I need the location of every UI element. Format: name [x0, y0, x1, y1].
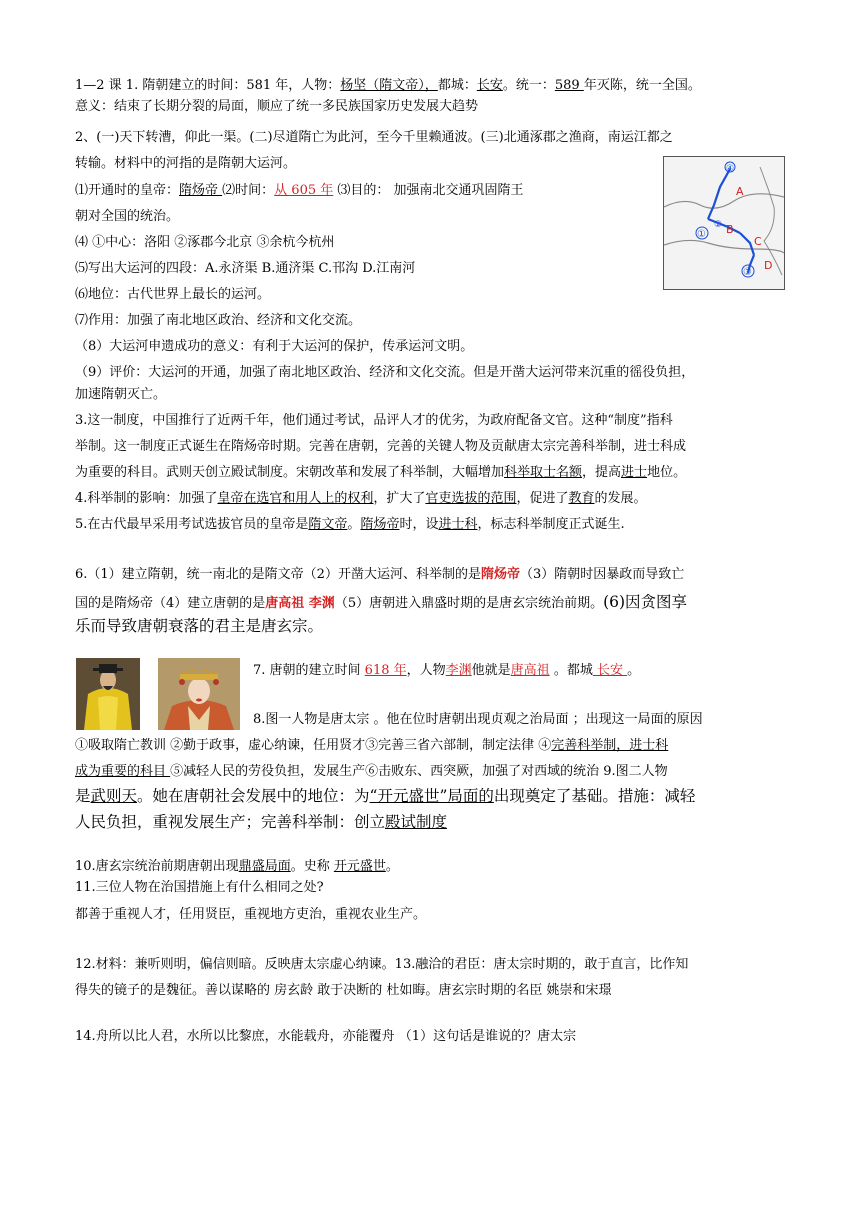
underlined-answer: 杨坚（隋文帝），	[340, 78, 438, 93]
text-line	[75, 810, 447, 834]
underlined-answer: 隋炀帝	[360, 517, 400, 532]
map-label-b: B	[726, 223, 734, 236]
red-answer: 618 年	[364, 663, 407, 678]
text-line	[75, 735, 668, 756]
text-run: ，促进了	[516, 491, 569, 506]
text-run: ⑵时间：	[222, 183, 275, 198]
text-run: 都城：	[437, 78, 477, 93]
red-answer: 李渊	[445, 663, 472, 678]
text-line	[75, 180, 524, 201]
text-line: （8）大运河申遗成功的意义：有利于大运河的保护，传承运河文明。	[75, 339, 474, 354]
text-line: 乐而导致唐朝衰落的君主是唐玄宗。	[75, 617, 324, 635]
text-line	[75, 856, 399, 877]
text-line	[75, 514, 625, 535]
text-run: (6)因贪图享	[603, 593, 688, 611]
map-label-3: ③	[743, 267, 752, 278]
text-run: 。史称	[290, 859, 334, 874]
text-run: ⑶目的： 加强南北交通巩固隋王	[333, 183, 524, 198]
text-run: 的发展。	[594, 491, 647, 506]
text-line	[75, 564, 684, 585]
map-label-c: C	[754, 235, 762, 248]
empress-wuzetian-portrait	[158, 658, 240, 730]
underlined-answer: 进士	[621, 465, 648, 480]
text-run: 。都城	[549, 663, 593, 678]
underlined-answer: 隋炀帝	[179, 183, 223, 198]
text-line: 12.材料：兼听则明，偏信则暗。反映唐太宗虚心纳谏。13.融洽的君臣：唐太宗时期的，敢于直言，比作知	[75, 957, 689, 972]
text-run: 国的是隋炀帝（4）建立唐朝的是	[75, 596, 266, 611]
underlined-answer: 隋文帝	[308, 517, 348, 532]
grand-canal-map	[663, 156, 785, 290]
text-run: 6.（1）建立隋朝，统一南北的是隋文帝（2）开凿大运河、科举制的是	[75, 567, 481, 582]
text-run: 。	[347, 517, 361, 532]
red-answer: 唐高祖 李渊	[265, 596, 335, 611]
text-line: 都善于重视人才，任用贤臣，重视地方吏治，重视农业生产。	[75, 907, 427, 922]
text-run: 10.唐玄宗统治前期唐朝出现	[75, 859, 239, 874]
map-label-d: D	[764, 259, 773, 272]
text-run: 。她在唐朝社会发展中的地位：为	[137, 787, 370, 805]
text-line	[253, 660, 640, 681]
underlined-answer: 科举取士名额	[504, 465, 583, 480]
text-run: 人民负担，重视发展生产；完善科举制：创立	[75, 813, 386, 831]
text-line: 转输。材料中的河指的是隋朝大运河。	[75, 156, 297, 171]
text-line: 举制。这一制度正式诞生在隋炀帝时期。完善在唐朝，完善的关键人物及贡献唐太宗完善科举制，进士科成	[75, 439, 687, 454]
text-run: ，提高	[582, 465, 622, 480]
text-run: （5）唐朝进入鼎盛时期的是唐玄宗统治前期。	[334, 596, 604, 611]
text-line: 意义：结束了长期分裂的局面，顺应了统一多民族国家历史发展大趋势	[75, 99, 479, 114]
red-answer: 从 605 年	[274, 183, 334, 198]
text-line: （9）评价：大运河的开通，加强了南北地区政治、经济和文化交流。但是开凿大运河带来沉重的徭役负担，	[75, 365, 695, 380]
text-run: 他就是	[471, 663, 511, 678]
text-line	[75, 488, 647, 509]
text-run: （3）隋朝时因暴政而导致亡	[519, 567, 685, 582]
text-run: 年灭陈，统一全国。	[583, 78, 701, 93]
text-line: 朝对全国的统治。	[75, 209, 180, 224]
text-run: 为重要的科目。武则天创立殿试制度。宋朝改革和发展了科举制，大幅增加	[75, 465, 505, 480]
underlined-answer: 教育	[568, 491, 595, 506]
map-label-a: A	[736, 185, 744, 198]
underlined-answer: 殿试制度	[385, 813, 448, 831]
map-label-4: ④	[726, 164, 735, 174]
text-run: ，人物	[406, 663, 446, 678]
portrait-art	[158, 658, 240, 730]
underlined-answer: 长安	[476, 78, 503, 93]
text-line: ⑺作用：加强了南北地区政治、经济和文化交流。	[75, 313, 362, 328]
red-answer: 隋炀帝	[480, 567, 520, 582]
red-answer: 唐高祖	[510, 663, 550, 678]
red-answer: 长安	[592, 663, 628, 678]
text-run: ①吸取隋亡教训 ②勤于政事，虚心纳谏，任用贤才③完善三省六部制，制定法律 ④	[75, 738, 552, 753]
map-label-1: ①	[697, 229, 706, 240]
underlined-answer: 鼎盛局面	[238, 859, 291, 874]
text-line	[75, 590, 687, 614]
text-line	[75, 761, 668, 782]
text-run: 。统一：	[502, 78, 555, 93]
text-run: 地位。	[647, 465, 687, 480]
text-run: 7. 唐朝的建立时间	[253, 663, 365, 678]
text-line	[75, 784, 695, 808]
text-line: 14.舟所以比人君，水所以比黎庶，水能载舟，亦能覆舟 （1）这句话是谁说的？唐太宗	[75, 1029, 577, 1044]
text-line: ⑹地位：古代世界上最长的运河。	[75, 287, 271, 302]
underlined-answer: 成为重要的科目	[75, 764, 171, 779]
text-line	[75, 462, 686, 483]
emperor-taizong-portrait	[76, 658, 140, 730]
text-run: ⑴开通时的皇帝：	[75, 183, 180, 198]
portrait-art	[76, 658, 140, 730]
text-run: ，标志科举制度正式诞生.	[477, 517, 625, 532]
text-line: ⑸写出大运河的四段：A.永济渠 B.通济渠 C.邗沟 D.江南河	[75, 261, 416, 276]
text-run: ⑤减轻人民的劳役负担，发展生产⑥击败东、西突厥，加强了对西域的统治 9.图二人物	[170, 764, 668, 779]
text-line: 2、(一)天下转漕，仰此一渠。(二)尽道隋亡为此河，至今千里赖通波。(三)北通涿郡之渔商，南运江都之	[75, 130, 673, 145]
text-run: 出现奠定了基础。措施：减轻	[493, 787, 696, 805]
text-run: 时，设	[399, 517, 439, 532]
underlined-answer: “开元盛世”局面的	[369, 787, 494, 805]
text-line: 得失的镜子的是魏征。善以谋略的 房玄龄 敢于决断的 杜如晦。唐玄宗时期的名臣 姚崇和宋璟	[75, 983, 612, 998]
text-line: 11.三位人物在治国措施上有什么相同之处?	[75, 880, 324, 895]
underlined-answer: 皇帝在选官和用人上的权利	[217, 491, 374, 506]
underlined-answer: 开元盛世	[333, 859, 386, 874]
underlined-answer: 完善科举制，进士科	[551, 738, 669, 753]
text-run: 是	[75, 787, 91, 805]
underlined-answer: 官吏选拔的范围	[425, 491, 517, 506]
text-line: 8.图一人物是唐太宗 。他在位时唐朝出现贞观之治局面 ；出现这一局面的原因	[253, 712, 703, 727]
text-run: ，扩大了	[373, 491, 426, 506]
text-line: 3.这一制度，中国推行了近两千年，他们通过考试，品评人才的优劣，为政府配备文官。这种“制度”指科	[75, 413, 673, 428]
text-line	[75, 75, 701, 96]
text-run: 5.在古代最早采用考试选拔官员的皇帝是	[75, 517, 309, 532]
canal-map-drawing	[664, 157, 784, 289]
underlined-answer: 589	[554, 78, 584, 93]
text-line: ⑷ ①中心：洛阳 ②涿郡今北京 ③余杭今杭州	[75, 235, 335, 250]
text-run: 1—2 课 1. 隋朝建立的时间：581 年，人物：	[75, 78, 341, 93]
text-run: 4.科举制的影响：加强了	[75, 491, 218, 506]
text-line: 加速隋朝灭亡。	[75, 387, 167, 402]
underlined-answer: 进士科	[438, 517, 478, 532]
text-run: 。	[627, 663, 641, 678]
underlined-answer: 武则天	[90, 787, 138, 805]
map-label-2: ②	[714, 220, 723, 230]
text-run: 。	[385, 859, 399, 874]
